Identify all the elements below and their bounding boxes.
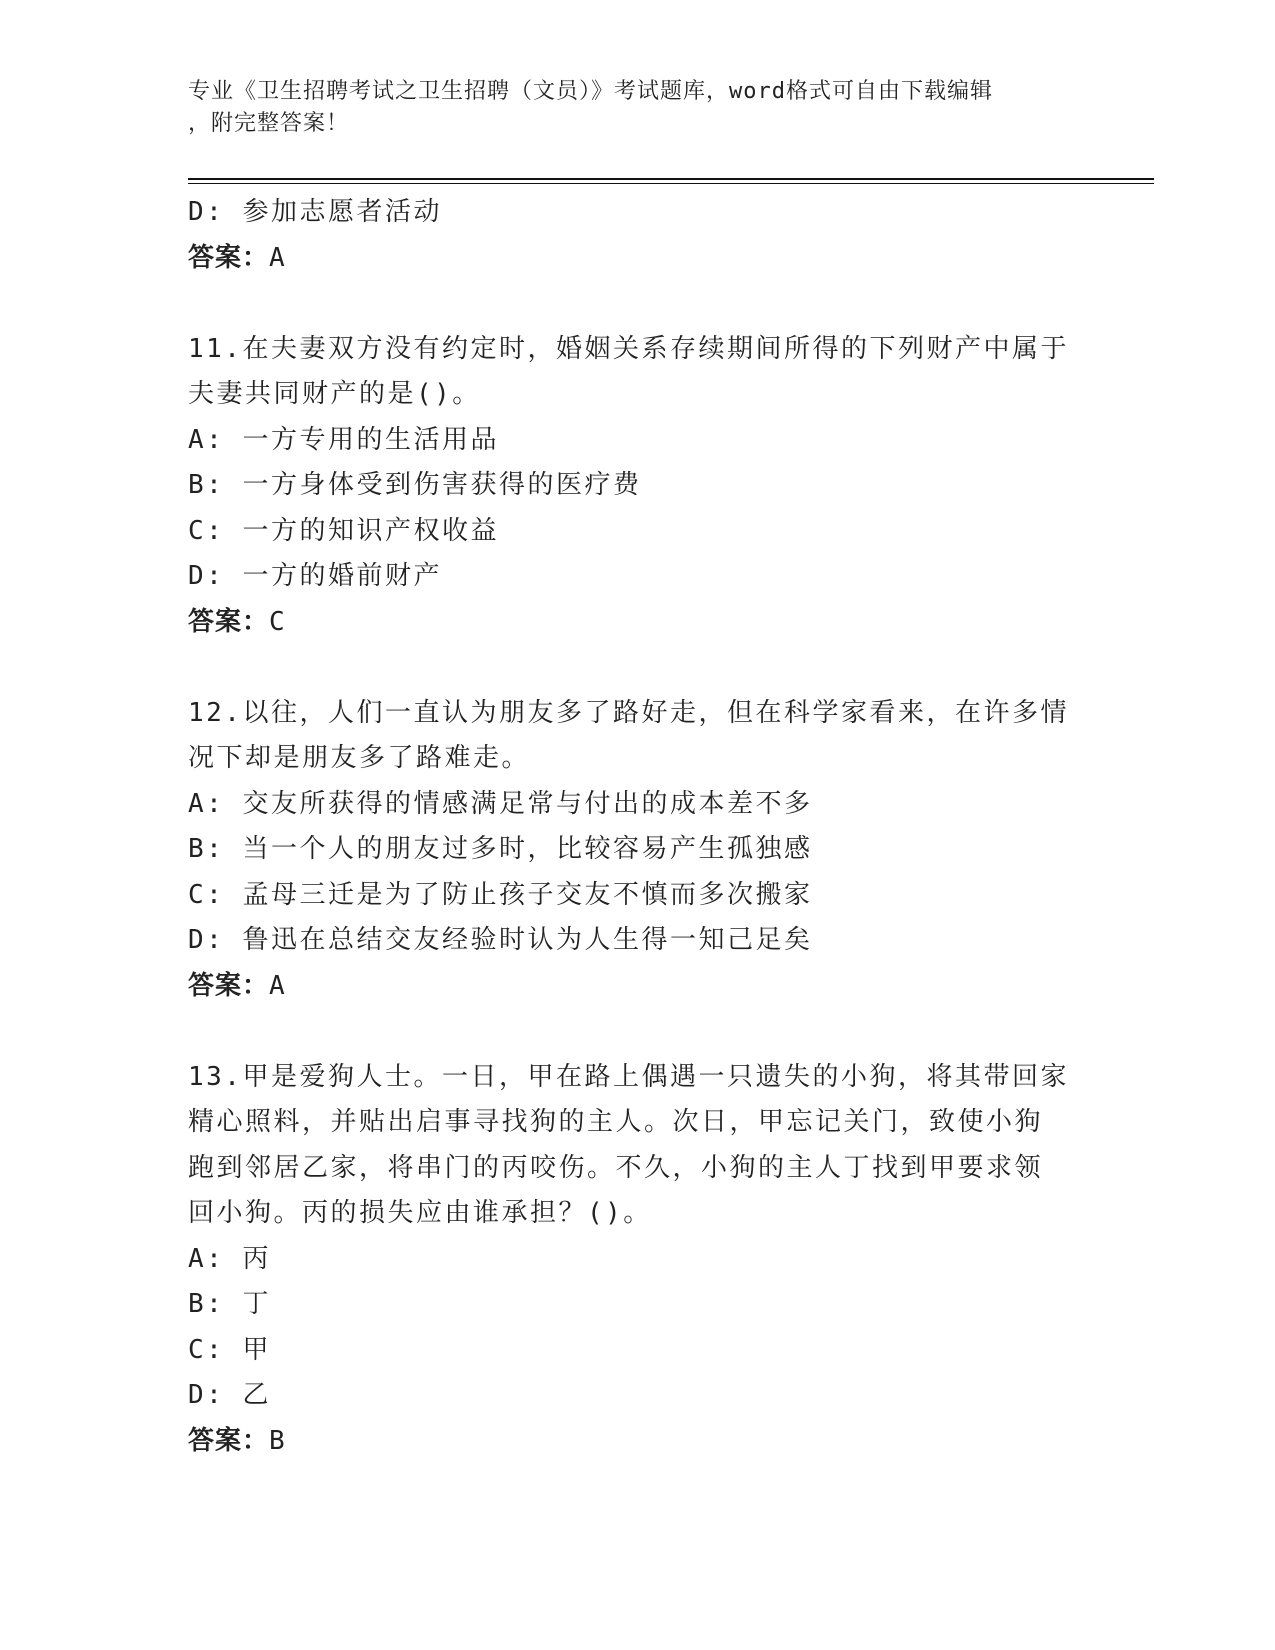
- question-stem-line: 夫妻共同财产的是()。: [188, 379, 481, 409]
- question-stem-line: 跑到邻居乙家，将串门的丙咬伤。不久，小狗的主人丁找到甲要求领: [188, 1152, 1044, 1183]
- question-stem-line: 11.在夫妻双方没有约定时，婚姻关系存续期间所得的下列财产中属于: [188, 333, 1069, 364]
- header-rule-thick: [188, 178, 1154, 180]
- question-stem-line: 13.甲是爱狗人士。一日，甲在路上偶遇一只遗失的小狗，将其带回家: [188, 1061, 1069, 1092]
- question-content: [188, 190, 1088, 1464]
- spacer: [188, 281, 1088, 327]
- answer-line: [188, 964, 1088, 1010]
- answer-line: [188, 1419, 1088, 1465]
- header-line-2: ，附完整答案！: [188, 111, 350, 136]
- option-b: B: 一方身体受到伤害获得的医疗费: [188, 470, 642, 500]
- answer-label: 答案：: [188, 242, 270, 273]
- question-stem-line: 况下却是朋友多了路难走。: [188, 743, 531, 773]
- question-stem-line: 12.以往，人们一直认为朋友多了路好走，但在科学家看来，在许多情: [188, 697, 1069, 728]
- prev-option-d: D: 参加志愿者活动: [188, 197, 442, 227]
- spacer: [188, 645, 1088, 691]
- question-stem-line: 回小狗。丙的损失应由谁承担？()。: [188, 1198, 652, 1228]
- answer-value: A: [269, 970, 286, 1001]
- option-d: D: 乙: [188, 1380, 271, 1410]
- option-a: A: 交友所获得的情感满足常与付出的成本差不多: [188, 788, 813, 819]
- question-stem-line: 精心照料，并贴出启事寻找狗的主人。次日，甲忘记关门，致使小狗: [188, 1107, 1044, 1137]
- option-d: D: 一方的婚前财产: [188, 561, 442, 591]
- option-c: C: 孟母三迁是为了防止孩子交友不慎而多次搬家: [188, 879, 813, 910]
- answer-value: C: [269, 606, 286, 637]
- answer-label: 答案：: [188, 1425, 270, 1456]
- option-c: C: 甲: [188, 1334, 271, 1365]
- answer-label: 答案：: [188, 606, 270, 637]
- option-a: A: 丙: [188, 1243, 271, 1274]
- question-11: [188, 327, 1088, 646]
- spacer: [188, 1009, 1088, 1055]
- question-13: [188, 1055, 1088, 1465]
- page-header: [188, 76, 1068, 140]
- option-d: D: 鲁迅在总结交友经验时认为人生得一知己足矣: [188, 925, 813, 955]
- header-rule-thin: [188, 183, 1154, 184]
- answer-label: 答案：: [188, 970, 270, 1001]
- question-12: [188, 691, 1088, 1010]
- prev-answer: [188, 236, 1088, 282]
- header-line-1: 专业《卫生招聘考试之卫生招聘（文员）》考试题库，word格式可自由下载编辑: [188, 79, 993, 104]
- option-b: B: 当一个人的朋友过多时，比较容易产生孤独感: [188, 834, 813, 864]
- answer-line: [188, 600, 1088, 646]
- option-b: B: 丁: [188, 1289, 271, 1319]
- answer-value: A: [269, 242, 286, 273]
- option-a: A: 一方专用的生活用品: [188, 424, 499, 455]
- answer-value: B: [269, 1425, 286, 1456]
- option-c: C: 一方的知识产权收益: [188, 515, 499, 546]
